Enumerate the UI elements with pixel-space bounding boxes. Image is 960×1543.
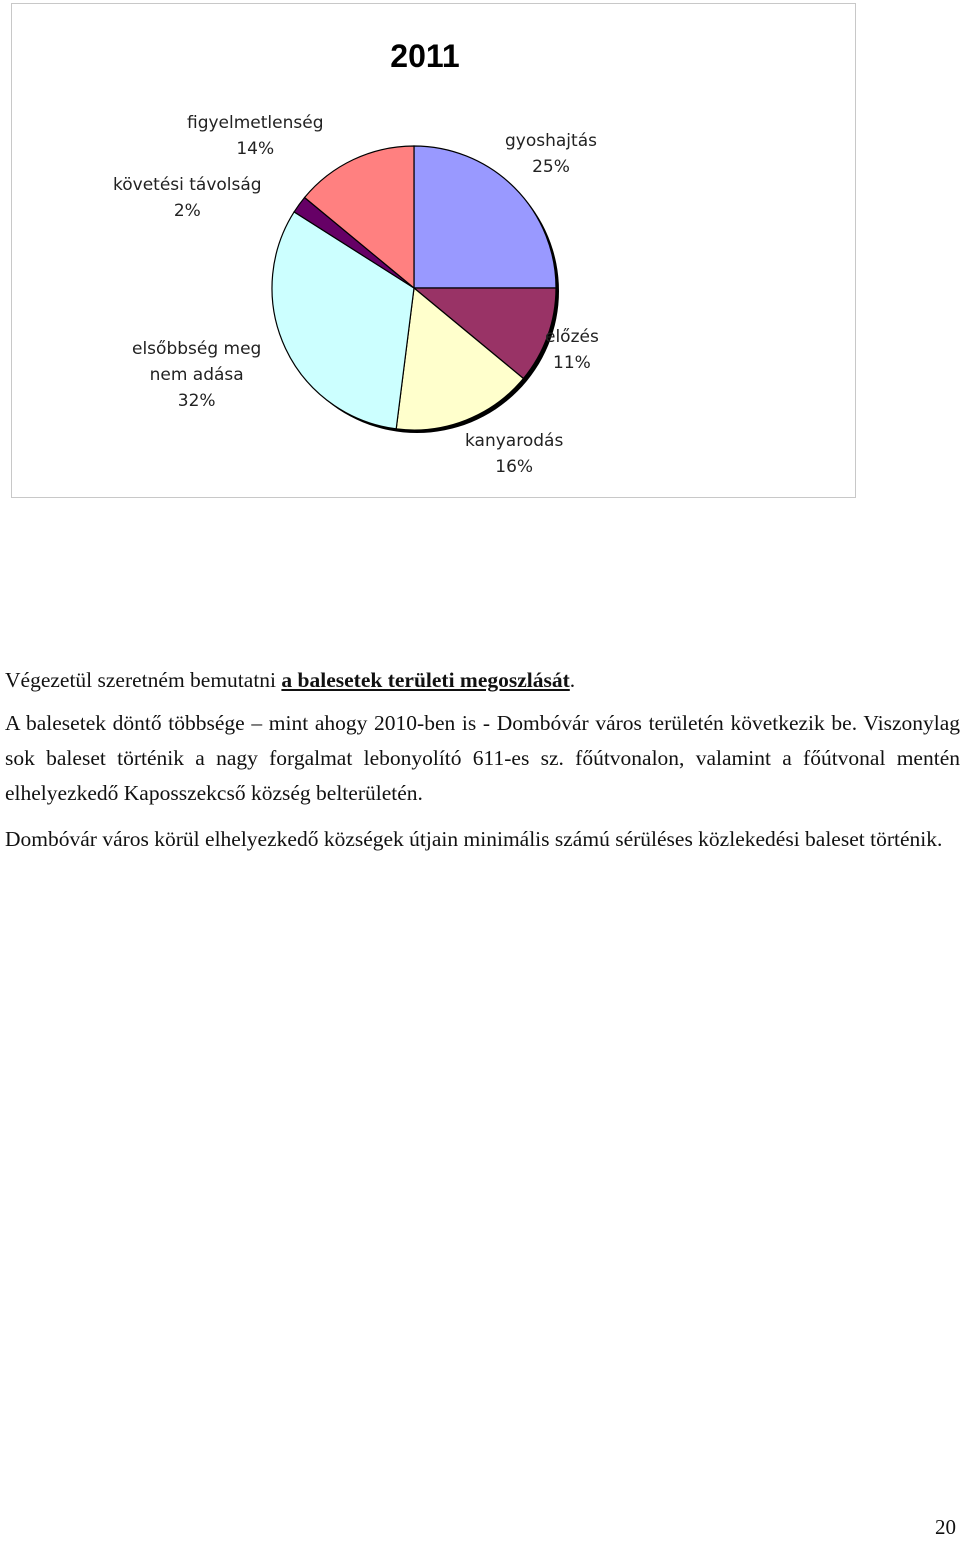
paragraph-intro bbox=[5, 663, 960, 698]
slice-label-text-line1: elsőbbség meg bbox=[132, 339, 262, 359]
chart-title: 2011 bbox=[390, 38, 460, 74]
slice-label-kovetesi-tavolsag bbox=[113, 172, 262, 224]
pie-chart bbox=[0, 0, 960, 500]
intro-emphasis: a balesetek területi megoszlását bbox=[281, 668, 570, 692]
slice-label-text-line2: nem adása bbox=[149, 365, 244, 385]
slice-label-percent: 11% bbox=[553, 353, 591, 373]
slice-label-percent: 16% bbox=[495, 457, 534, 477]
slice-label-figyelmetlenseg bbox=[187, 110, 324, 162]
slice-label-percent: 25% bbox=[532, 157, 570, 177]
slice-label-kanyarodas bbox=[465, 428, 563, 480]
intro-suffix: . bbox=[569, 668, 576, 692]
slice-label-text: előzés bbox=[545, 327, 599, 347]
slice-label-percent: 2% bbox=[173, 201, 201, 221]
slice-label-text: gyoshajtás bbox=[505, 131, 597, 151]
slice-label-percent: 14% bbox=[236, 139, 275, 159]
slice-label-elozes bbox=[545, 324, 599, 376]
paragraph-main: A balesetek döntő többsége – mint ahogy 2010-ben is - Dombóvár város területén következik be. Viszonylag sok baleset történik a nagy forgalmat lebonyolító 611-es sz. főútvonalon, valamint a főútvonal mentén elhelyezkedő Kaposszekcső község belterületén. bbox=[5, 711, 960, 805]
slice-label-percent: 32% bbox=[177, 391, 216, 411]
slice-label-text: figyelmetlenség bbox=[187, 113, 324, 133]
slice-label-gyoshajtas bbox=[505, 128, 597, 180]
slice-label-text: követési távolság bbox=[113, 175, 262, 195]
slice-label-elsobbseg bbox=[132, 336, 261, 414]
paragraph-villages: Dombóvár város körül elhelyezkedő községek útjain minimális számú sérüléses közlekedési baleset történik. bbox=[5, 827, 943, 851]
intro-text: Végezetül szeretném bemutatni bbox=[5, 668, 282, 692]
page-number: 20 bbox=[935, 1515, 956, 1539]
slice-label-text: kanyarodás bbox=[465, 431, 564, 451]
